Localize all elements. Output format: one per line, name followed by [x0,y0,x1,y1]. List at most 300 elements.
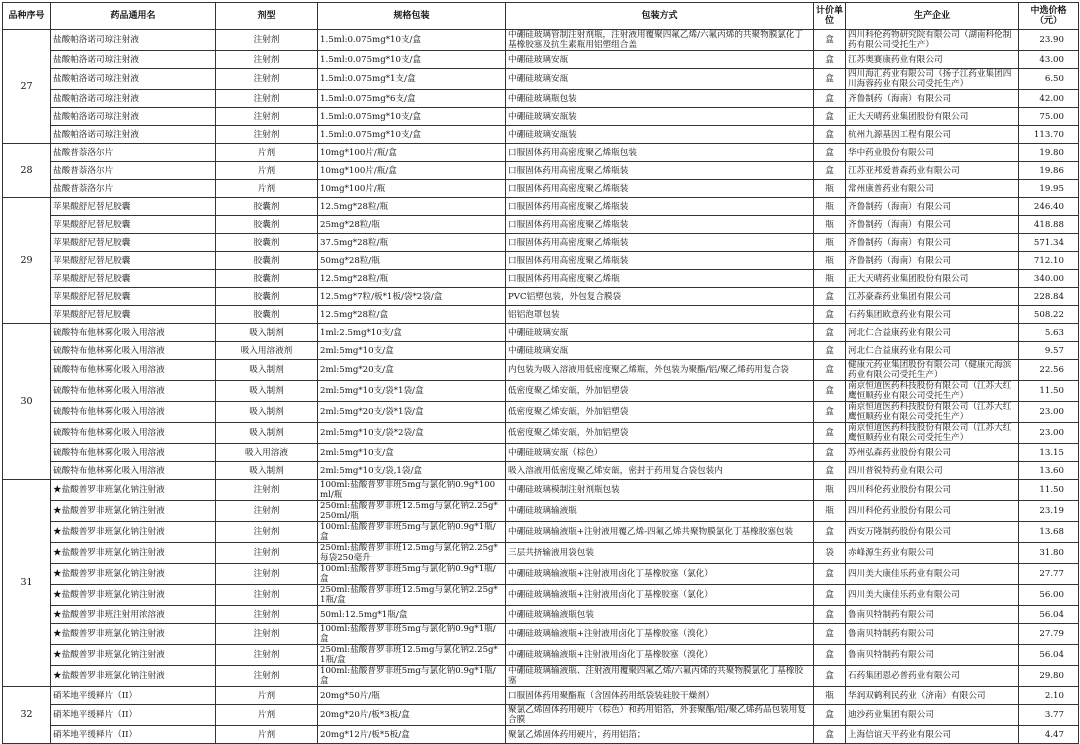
dosage-form-cell: 吸入制剂 [216,324,318,342]
spec-cell: 2ml:5mg*10支/袋*1袋/盒 [318,381,506,402]
dosage-form-cell: 胶囊剂 [216,270,318,288]
spec-cell: 20mg*50片/瓶 [318,687,506,705]
spec-cell: 100ml:盐酸普罗非班5mg与氯化钠0.9g*1瓶/盒 [318,624,506,645]
drug-name-cell: 硫酸特布他林雾化吸入用溶液 [51,381,216,402]
drug-name-cell: 硫酸特布他林雾化吸入用溶液 [51,462,216,480]
dosage-form-cell: 注射剂 [216,624,318,645]
drug-name-cell: ★盐酸普罗非班氯化钠注射液 [51,564,216,585]
price-cell: 228.84 [1019,288,1079,306]
unit-cell: 盒 [814,108,846,126]
unit-cell: 盒 [814,645,846,666]
drug-name-cell: 硫酸特布他林雾化吸入用溶液 [51,342,216,360]
table-row [3,522,1079,543]
spec-cell: 10mg*100片/瓶/盒 [318,162,506,180]
price-cell: 19.86 [1019,162,1079,180]
drug-name-cell: ★盐酸普罗非班氯化钠注射液 [51,666,216,687]
spec-cell: 2ml:5mg*20支/盒 [318,360,506,381]
dosage-form-cell: 胶囊剂 [216,234,318,252]
drug-name-cell: 苹果酸舒尼替尼胶囊 [51,216,216,234]
spec-cell: 100ml:盐酸普罗非班5mg与氯化钠0.9g*1瓶/盒 [318,666,506,687]
unit-cell: 盒 [814,144,846,162]
spec-cell: 1.5ml:0.075mg*1支/盒 [318,69,506,90]
spec-cell: 50ml:12.5mg*1瓶/盒 [318,606,506,624]
drug-name-cell: 苹果酸舒尼替尼胶囊 [51,288,216,306]
spec-cell: 250ml:盐酸普罗非班12.5mg与氯化钠2.25g*250ml/瓶 [318,501,506,522]
spec-cell: 1.5ml:0.075mg*10支/盒 [318,126,506,144]
manufacturer-cell: 江苏亚邦爱普森药业有限公司 [846,162,1019,180]
packaging-cell: 中硼硅玻璃安瓿 [506,69,814,90]
manufacturer-cell: 四川科伦药业股份有限公司 [846,501,1019,522]
packaging-cell: 吸入溶液用低密度聚乙烯安瓿，密封于药用复合袋包装内 [506,462,814,480]
price-cell: 508.22 [1019,306,1079,324]
unit-cell: 盒 [814,585,846,606]
drug-name-cell: 硫酸特布他林雾化吸入用溶液 [51,444,216,462]
price-cell: 56.00 [1019,585,1079,606]
spec-cell: 2ml:5mg*10支/袋*2袋/盒 [318,423,506,444]
price-cell: 56.04 [1019,606,1079,624]
drug-name-cell: 硝苯地平缓释片（II） [51,705,216,726]
packaging-cell: 中硼硅玻璃输液瓶+注射液用卤化丁基橡胶塞（溴化） [506,624,814,645]
price-cell: 571.34 [1019,234,1079,252]
spec-cell: 2ml:5mg*20支/袋*1袋/盒 [318,402,506,423]
spec-cell: 37.5mg*28粒/瓶 [318,234,506,252]
unit-cell: 盒 [814,162,846,180]
packaging-cell: 低密度聚乙烯安瓿，外加铝塑袋 [506,381,814,402]
drug-name-cell: ★盐酸普罗非班氯化钠注射液 [51,501,216,522]
seq-number-cell: 31 [3,480,51,687]
price-cell: 13.60 [1019,462,1079,480]
manufacturer-cell: 四川普锐特药业有限公司 [846,462,1019,480]
price-cell: 340.00 [1019,270,1079,288]
header-drug-name: 药品通用名 [51,3,216,30]
price-cell: 246.40 [1019,198,1079,216]
unit-cell: 盒 [814,666,846,687]
packaging-cell: 中硼硅玻璃安瓿 [506,51,814,69]
unit-cell: 盒 [814,288,846,306]
dosage-form-cell: 片剂 [216,705,318,726]
manufacturer-cell: 苏州弘森药业股份有限公司 [846,444,1019,462]
drug-name-cell: 硝苯地平缓释片（II） [51,687,216,705]
dosage-form-cell: 胶囊剂 [216,216,318,234]
dosage-form-cell: 吸入制剂 [216,462,318,480]
spec-cell: 2ml:5mg*10支/袋,1袋/盒 [318,462,506,480]
manufacturer-cell: 四川科伦药业股份有限公司 [846,480,1019,501]
manufacturer-cell: 上海信谊天平药业有限公司 [846,726,1019,744]
table-row [3,381,1079,402]
table-row [3,606,1079,624]
dosage-form-cell: 注射剂 [216,126,318,144]
dosage-form-cell: 片剂 [216,144,318,162]
seq-number-cell: 28 [3,144,51,198]
manufacturer-cell: 河北仁合益康药业有限公司 [846,324,1019,342]
unit-cell: 盒 [814,360,846,381]
manufacturer-cell: 齐鲁制药（海南）有限公司 [846,90,1019,108]
packaging-cell: 内包装为吸入溶液用低密度聚乙烯瓶，外包装为聚酯/铝/聚乙烯药用复合袋 [506,360,814,381]
packaging-cell: 中硼硅玻璃输液瓶+注射液用卤化丁基橡胶塞（溴化） [506,645,814,666]
spec-cell: 250ml:盐酸普罗非班12.5mg与氯化钠2.25g*每袋250毫升 [318,543,506,564]
unit-cell: 瓶 [814,180,846,198]
table-body [3,30,1079,744]
header-price: 中选价格（元） [1019,3,1079,30]
packaging-cell: 中硼硅玻璃模制注射剂瓶包装 [506,480,814,501]
price-cell: 27.77 [1019,564,1079,585]
dosage-form-cell: 注射剂 [216,543,318,564]
packaging-cell: 低密度聚乙烯安瓿，外加铝塑袋 [506,423,814,444]
price-cell: 3.77 [1019,705,1079,726]
unit-cell: 盒 [814,402,846,423]
header-manufacturer: 生产企业 [846,3,1019,30]
price-cell: 31.80 [1019,543,1079,564]
table-row [3,90,1079,108]
table-row [3,126,1079,144]
manufacturer-cell: 正大天晴药业集团股份有限公司 [846,108,1019,126]
dosage-form-cell: 注射剂 [216,501,318,522]
manufacturer-cell: 江苏豪森药业集团有限公司 [846,288,1019,306]
spec-cell: 250ml:盐酸普罗非班12.5mg与氯化钠2.25g*1瓶/盒 [318,585,506,606]
drug-name-cell: 苹果酸舒尼替尼胶囊 [51,252,216,270]
packaging-cell: 中硼硅玻璃瓶包装 [506,90,814,108]
manufacturer-cell: 正大天晴药业集团股份有限公司 [846,270,1019,288]
price-cell: 113.70 [1019,126,1079,144]
dosage-form-cell: 吸入用溶液 [216,444,318,462]
dosage-form-cell: 吸入制剂 [216,381,318,402]
manufacturer-cell: 南京恒道医药科技股份有限公司（江苏大红鹰恒顺药业有限公司受托生产） [846,381,1019,402]
manufacturer-cell: 鲁南贝特制药有限公司 [846,645,1019,666]
price-cell: 29.80 [1019,666,1079,687]
dosage-form-cell: 注射剂 [216,585,318,606]
table-row [3,69,1079,90]
manufacturer-cell: 华润双鹤利民药业（济南）有限公司 [846,687,1019,705]
packaging-cell: 口服固体药用高密度聚乙烯瓶装 [506,234,814,252]
price-cell: 4.47 [1019,726,1079,744]
unit-cell: 盒 [814,423,846,444]
packaging-cell: 中硼硅玻璃输液瓶、注射液用覆聚四氟乙烯/六氟丙烯的共聚物膜氯化丁基橡胶塞 [506,666,814,687]
price-cell: 19.95 [1019,180,1079,198]
manufacturer-cell: 四川美大康佳乐药业有限公司 [846,564,1019,585]
manufacturer-cell: 齐鲁制药（海南）有限公司 [846,198,1019,216]
spec-cell: 20mg*20片/板*3板/盒 [318,705,506,726]
price-cell: 5.63 [1019,324,1079,342]
packaging-cell: 聚氯乙烯固体药用硬片，药用铝箔； [506,726,814,744]
manufacturer-cell: 南京恒道医药科技股份有限公司（江苏大红鹰恒顺药业有限公司受托生产） [846,402,1019,423]
spec-cell: 250ml:盐酸普罗非班12.5mg与氯化钠2.25g*1瓶/盒 [318,645,506,666]
table-row [3,30,1079,51]
dosage-form-cell: 片剂 [216,687,318,705]
table-row [3,624,1079,645]
manufacturer-cell: 健康元药业集团股份有限公司（健康元海滨药业有限公司受托生产） [846,360,1019,381]
packaging-cell: 口服固体药用高密度聚乙烯瓶装 [506,198,814,216]
manufacturer-cell: 西安万隆制药股份有限公司 [846,522,1019,543]
manufacturer-cell: 鲁南贝特制药有限公司 [846,606,1019,624]
price-cell: 23.00 [1019,423,1079,444]
manufacturer-cell: 华中药业股份有限公司 [846,144,1019,162]
unit-cell: 瓶 [814,252,846,270]
manufacturer-cell: 常州康普药业有限公司 [846,180,1019,198]
winning-bid-price-table [2,2,1079,744]
unit-cell: 盒 [814,69,846,90]
table-row [3,666,1079,687]
table-row [3,705,1079,726]
packaging-cell: 中硼硅玻璃输液瓶+注射液用卤化丁基橡胶塞（氯化） [506,564,814,585]
header-packaging: 包装方式 [506,3,814,30]
table-row [3,462,1079,480]
drug-name-cell: 盐酸帕洛诺司琼注射液 [51,108,216,126]
table-row [3,234,1079,252]
table-row [3,444,1079,462]
seq-number-cell: 30 [3,324,51,480]
packaging-cell: 中硼硅玻璃安瓿（棕色） [506,444,814,462]
drug-name-cell: 盐酸帕洛诺司琼注射液 [51,90,216,108]
dosage-form-cell: 注射剂 [216,645,318,666]
table-row [3,423,1079,444]
price-cell: 11.50 [1019,480,1079,501]
spec-cell: 12.5mg*28粒/瓶 [318,198,506,216]
manufacturer-cell: 石药集团欧意药业有限公司 [846,306,1019,324]
unit-cell: 盒 [814,606,846,624]
unit-cell: 盒 [814,90,846,108]
unit-cell: 盒 [814,306,846,324]
dosage-form-cell: 注射剂 [216,69,318,90]
unit-cell: 瓶 [814,270,846,288]
price-cell: 23.19 [1019,501,1079,522]
dosage-form-cell: 胶囊剂 [216,198,318,216]
header-spec: 规格包装 [318,3,506,30]
spec-cell: 12.5mg*28粒/瓶 [318,270,506,288]
packaging-cell: 三层共挤输液用袋包装 [506,543,814,564]
dosage-form-cell: 片剂 [216,180,318,198]
dosage-form-cell: 片剂 [216,726,318,744]
table-row [3,480,1079,501]
packaging-cell: 聚氯乙烯固体药用硬片（棕色）和药用铝箔，外套聚酯/铝/聚乙烯药品包装用复合膜 [506,705,814,726]
unit-cell: 盒 [814,522,846,543]
drug-name-cell: ★盐酸普罗非班氯化钠注射液 [51,543,216,564]
unit-cell: 盒 [814,624,846,645]
spec-cell: 20mg*12片/板*5板/盒 [318,726,506,744]
header-seq: 品种序号 [3,3,51,30]
table-row [3,144,1079,162]
spec-cell: 2ml:5mg*10支/盒 [318,342,506,360]
packaging-cell: 中硼硅玻璃管制注射剂瓶，注射液用覆聚四氟乙烯/六氟丙烯的共聚物膜氯化丁基橡胶塞及抗生素瓶用铝塑组合盖 [506,30,814,51]
dosage-form-cell: 注射剂 [216,666,318,687]
table-row [3,162,1079,180]
drug-name-cell: 盐酸普萘洛尔片 [51,162,216,180]
manufacturer-cell: 四川海汇药业有限公司（扬子江药业集团四川海蓉药业有限公司受托生产） [846,69,1019,90]
table-row [3,252,1079,270]
dosage-form-cell: 吸入制剂 [216,360,318,381]
unit-cell: 瓶 [814,216,846,234]
packaging-cell: 中硼硅玻璃输液瓶+注射液用覆乙烯-四氟乙烯共聚物膜氯化丁基橡胶塞包装 [506,522,814,543]
unit-cell: 盒 [814,564,846,585]
dosage-form-cell: 注射剂 [216,480,318,501]
spec-cell: 1.5ml:0.075mg*10支/盒 [318,30,506,51]
table-row [3,51,1079,69]
drug-name-cell: ★盐酸普罗非班注射用浓溶液 [51,606,216,624]
price-cell: 9.57 [1019,342,1079,360]
dosage-form-cell: 片剂 [216,162,318,180]
spec-cell: 2ml:5mg*10支/盒 [318,444,506,462]
price-cell: 42.00 [1019,90,1079,108]
table-row [3,543,1079,564]
spec-cell: 1.5ml:0.075mg*10支/盒 [318,51,506,69]
price-cell: 75.00 [1019,108,1079,126]
dosage-form-cell: 吸入制剂 [216,423,318,444]
packaging-cell: PVC铝塑包装，外包复合膜袋 [506,288,814,306]
dosage-form-cell: 胶囊剂 [216,288,318,306]
packaging-cell: 低密度聚乙烯安瓿，外加铝塑袋 [506,402,814,423]
dosage-form-cell: 胶囊剂 [216,252,318,270]
spec-cell: 25mg*28粒/瓶 [318,216,506,234]
price-list-page [2,2,1078,744]
table-row [3,402,1079,423]
unit-cell: 盒 [814,444,846,462]
drug-name-cell: 苹果酸舒尼替尼胶囊 [51,234,216,252]
table-row [3,180,1079,198]
packaging-cell: 口服固体药用高密度聚乙烯瓶包装 [506,144,814,162]
dosage-form-cell: 注射剂 [216,51,318,69]
drug-name-cell: 盐酸帕洛诺司琼注射液 [51,30,216,51]
manufacturer-cell: 四川科伦药物研究院有限公司（湖南科伦制药有限公司受托生产） [846,30,1019,51]
table-row [3,645,1079,666]
drug-name-cell: 硫酸特布他林雾化吸入用溶液 [51,360,216,381]
table-row [3,585,1079,606]
spec-cell: 100ml:盐酸普罗非班5mg与氯化钠0.9g*100ml/瓶 [318,480,506,501]
drug-name-cell: 苹果酸舒尼替尼胶囊 [51,198,216,216]
unit-cell: 盒 [814,342,846,360]
drug-name-cell: 硫酸特布他林雾化吸入用溶液 [51,423,216,444]
drug-name-cell: 盐酸普萘洛尔片 [51,144,216,162]
spec-cell: 100ml:盐酸普罗非班5mg与氯化钠0.9g*1瓶/盒 [318,564,506,585]
manufacturer-cell: 石药集团恩必普药业有限公司 [846,666,1019,687]
price-cell: 23.00 [1019,402,1079,423]
seq-number-cell: 27 [3,30,51,144]
drug-name-cell: 盐酸帕洛诺司琼注射液 [51,51,216,69]
packaging-cell: 口服固体药用聚酯瓶（含固体药用纸袋装硅胶干燥剂） [506,687,814,705]
unit-cell: 盒 [814,324,846,342]
unit-cell: 瓶 [814,480,846,501]
header-dosage-form: 剂型 [216,3,318,30]
drug-name-cell: ★盐酸普罗非班氯化钠注射液 [51,585,216,606]
spec-cell: 1.5ml:0.075mg*6支/盒 [318,90,506,108]
price-cell: 11.50 [1019,381,1079,402]
price-cell: 2.10 [1019,687,1079,705]
header-unit: 计价单位 [814,3,846,30]
spec-cell: 100ml:盐酸普罗非班5mg与氯化钠0.9g*1瓶/盒 [318,522,506,543]
table-row [3,687,1079,705]
spec-cell: 1ml:2.5mg*10支/盒 [318,324,506,342]
price-cell: 23.90 [1019,30,1079,51]
drug-name-cell: 盐酸普萘洛尔片 [51,180,216,198]
manufacturer-cell: 迪沙药业集团有限公司 [846,705,1019,726]
table-row [3,306,1079,324]
table-row [3,288,1079,306]
manufacturer-cell: 齐鲁制药（海南）有限公司 [846,234,1019,252]
dosage-form-cell: 注射剂 [216,30,318,51]
unit-cell: 盒 [814,381,846,402]
dosage-form-cell: 注射剂 [216,108,318,126]
table-row [3,342,1079,360]
drug-name-cell: ★盐酸普罗非班氯化钠注射液 [51,645,216,666]
manufacturer-cell: 江苏奥赛康药业有限公司 [846,51,1019,69]
packaging-cell: 口服固体药用高密度聚乙烯瓶装 [506,180,814,198]
drug-name-cell: ★盐酸普罗非班氯化钠注射液 [51,624,216,645]
drug-name-cell: 硫酸特布他林雾化吸入用溶液 [51,324,216,342]
manufacturer-cell: 四川美大康佳乐药业有限公司 [846,585,1019,606]
price-cell: 22.56 [1019,360,1079,381]
spec-cell: 12.5mg*28粒/盒 [318,306,506,324]
manufacturer-cell: 杭州九源基因工程有限公司 [846,126,1019,144]
unit-cell: 盒 [814,51,846,69]
unit-cell: 盒 [814,462,846,480]
unit-cell: 瓶 [814,687,846,705]
dosage-form-cell: 吸入制剂 [216,402,318,423]
dosage-form-cell: 注射剂 [216,90,318,108]
spec-cell: 1.5ml:0.075mg*10支/盒 [318,108,506,126]
manufacturer-cell: 南京恒道医药科技股份有限公司（江苏大红鹰恒顺药业有限公司受托生产） [846,423,1019,444]
drug-name-cell: 盐酸帕洛诺司琼注射液 [51,69,216,90]
table-row [3,198,1079,216]
packaging-cell: 口服固体药用高密度聚乙烯瓶 [506,270,814,288]
table-row [3,216,1079,234]
manufacturer-cell: 齐鲁制药（海南）有限公司 [846,252,1019,270]
packaging-cell: 口服固体药用高密度聚乙烯瓶装 [506,252,814,270]
table-row [3,324,1079,342]
packaging-cell: 中硼硅玻璃输液瓶+注射液用卤化丁基橡胶塞（氯化） [506,585,814,606]
dosage-form-cell: 胶囊剂 [216,306,318,324]
unit-cell: 袋 [814,543,846,564]
price-cell: 27.79 [1019,624,1079,645]
packaging-cell: 中硼硅玻璃安瓿 [506,324,814,342]
drug-name-cell: ★盐酸普罗非班氯化钠注射液 [51,480,216,501]
drug-name-cell: 硫酸特布他林雾化吸入用溶液 [51,402,216,423]
spec-cell: 12.5mg*7粒/板*1板/袋*2袋/盒 [318,288,506,306]
price-cell: 13.15 [1019,444,1079,462]
spec-cell: 10mg*100片/瓶/盒 [318,144,506,162]
table-row [3,108,1079,126]
drug-name-cell: 盐酸帕洛诺司琼注射液 [51,126,216,144]
manufacturer-cell: 河北仁合益康药业有限公司 [846,342,1019,360]
dosage-form-cell: 吸入用溶液剂 [216,342,318,360]
unit-cell: 盒 [814,726,846,744]
packaging-cell: 中硼硅玻璃输液瓶包装 [506,606,814,624]
price-cell: 418.88 [1019,216,1079,234]
dosage-form-cell: 注射剂 [216,522,318,543]
price-cell: 19.80 [1019,144,1079,162]
manufacturer-cell: 齐鲁制药（海南）有限公司 [846,216,1019,234]
unit-cell: 盒 [814,126,846,144]
table-row [3,726,1079,744]
spec-cell: 10mg*100片/瓶 [318,180,506,198]
price-cell: 13.68 [1019,522,1079,543]
packaging-cell: 中硼硅玻璃安瓿装 [506,108,814,126]
dosage-form-cell: 注射剂 [216,564,318,585]
packaging-cell: 中硼硅玻璃安瓿 [506,342,814,360]
manufacturer-cell: 鲁南贝特制药有限公司 [846,624,1019,645]
drug-name-cell: 硝苯地平缓释片（II） [51,726,216,744]
packaging-cell: 铝铝泡罩包装 [506,306,814,324]
packaging-cell: 中硼硅玻璃安瓿装 [506,126,814,144]
drug-name-cell: 苹果酸舒尼替尼胶囊 [51,270,216,288]
dosage-form-cell: 注射剂 [216,606,318,624]
table-row [3,501,1079,522]
price-cell: 56.04 [1019,645,1079,666]
table-header [3,3,1079,30]
drug-name-cell: 苹果酸舒尼替尼胶囊 [51,306,216,324]
unit-cell: 瓶 [814,198,846,216]
drug-name-cell: ★盐酸普罗非班氯化钠注射液 [51,522,216,543]
unit-cell: 盒 [814,30,846,51]
spec-cell: 50mg*28粒/瓶 [318,252,506,270]
packaging-cell: 中硼硅玻璃输液瓶 [506,501,814,522]
